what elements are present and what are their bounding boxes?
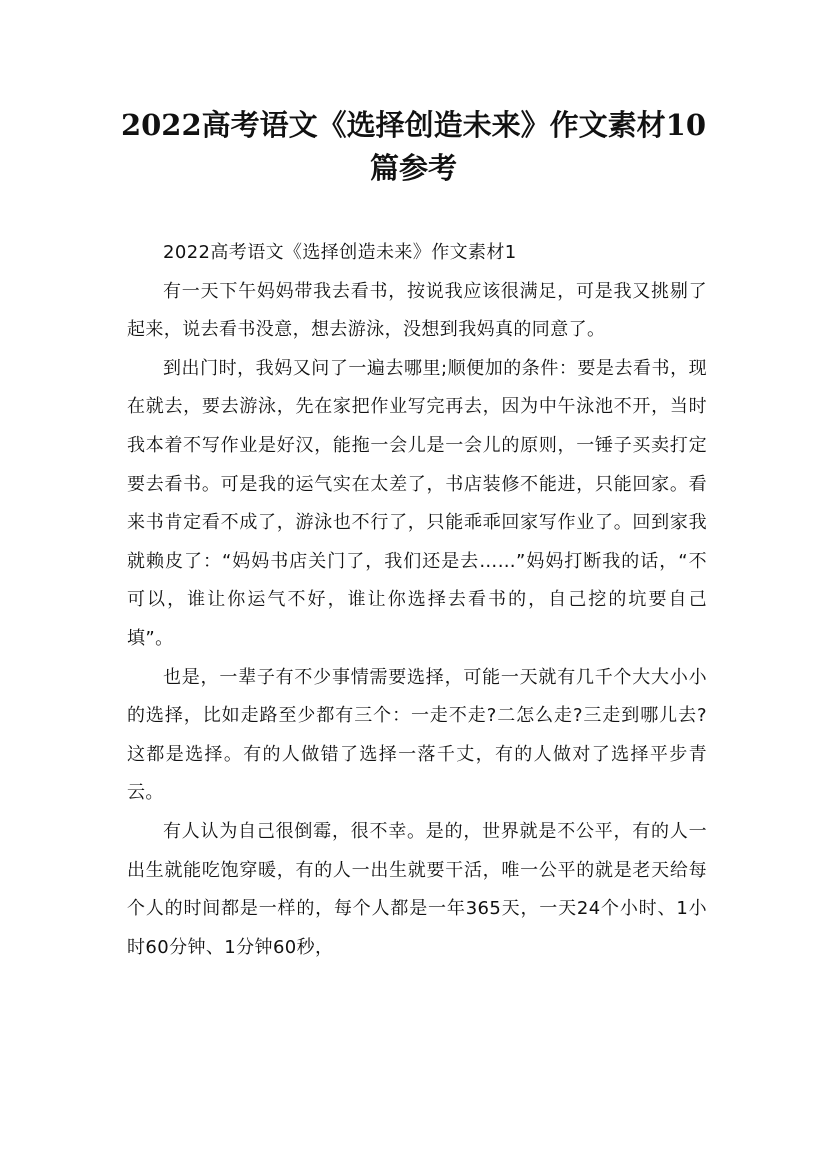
document-body [127,234,707,967]
document-title-line-1: 2022高考语文《选择创造未来》作文素材10 [120,108,707,142]
paragraph: 有一天下午妈妈带我去看书，按说我应该很满足，可是我又挑剔了起来，说去看书没意，想去游泳，没想到我妈真的同意了。 [127,280,707,341]
paragraph: 有人认为自己很倒霉，很不幸。是的，世界就是不公平，有的人一出生就能吃饱穿暖，有的人一出生就要干活，唯一公平的就是老天给每个人的时间都是一样的，每个人都是一年365天，一天24个小时、1小时60分钟、1分钟60秒， [127,820,707,958]
paragraph: 到出门时，我妈又问了一遍去哪里;顺便加的条件：要是去看书，现在就去，要去游泳，先在家把作业写完再去，因为中午泳池不开，当时我本着不写作业是好汉，能拖一会儿是一会儿的原则，一锤子买卖打定要去看书。可是我的运气实在太差了，书店装修不能进，只能回家。看来书肯定看不成了，游泳也不行了，只能乖乖回家写作业了。回到家我就赖皮了：“妈妈书店关门了，我们还是去……”妈妈打断我的话，“不可以，谁让你运气不好，谁让你选择去看书的，自己挖的坑要自己填”。 [127,357,707,649]
section-heading: 2022高考语文《选择创造未来》作文素材1 [163,242,517,263]
paragraph: 也是，一辈子有不少事情需要选择，可能一天就有几千个大大小小的选择，比如走路至少都有三个：一走不走?二怎么走?三走到哪儿去?这都是选择。有的人做错了选择一落千丈，有的人做对了选择平步青云。 [127,666,707,804]
document-title-line-2: 篇参考 [369,151,457,185]
